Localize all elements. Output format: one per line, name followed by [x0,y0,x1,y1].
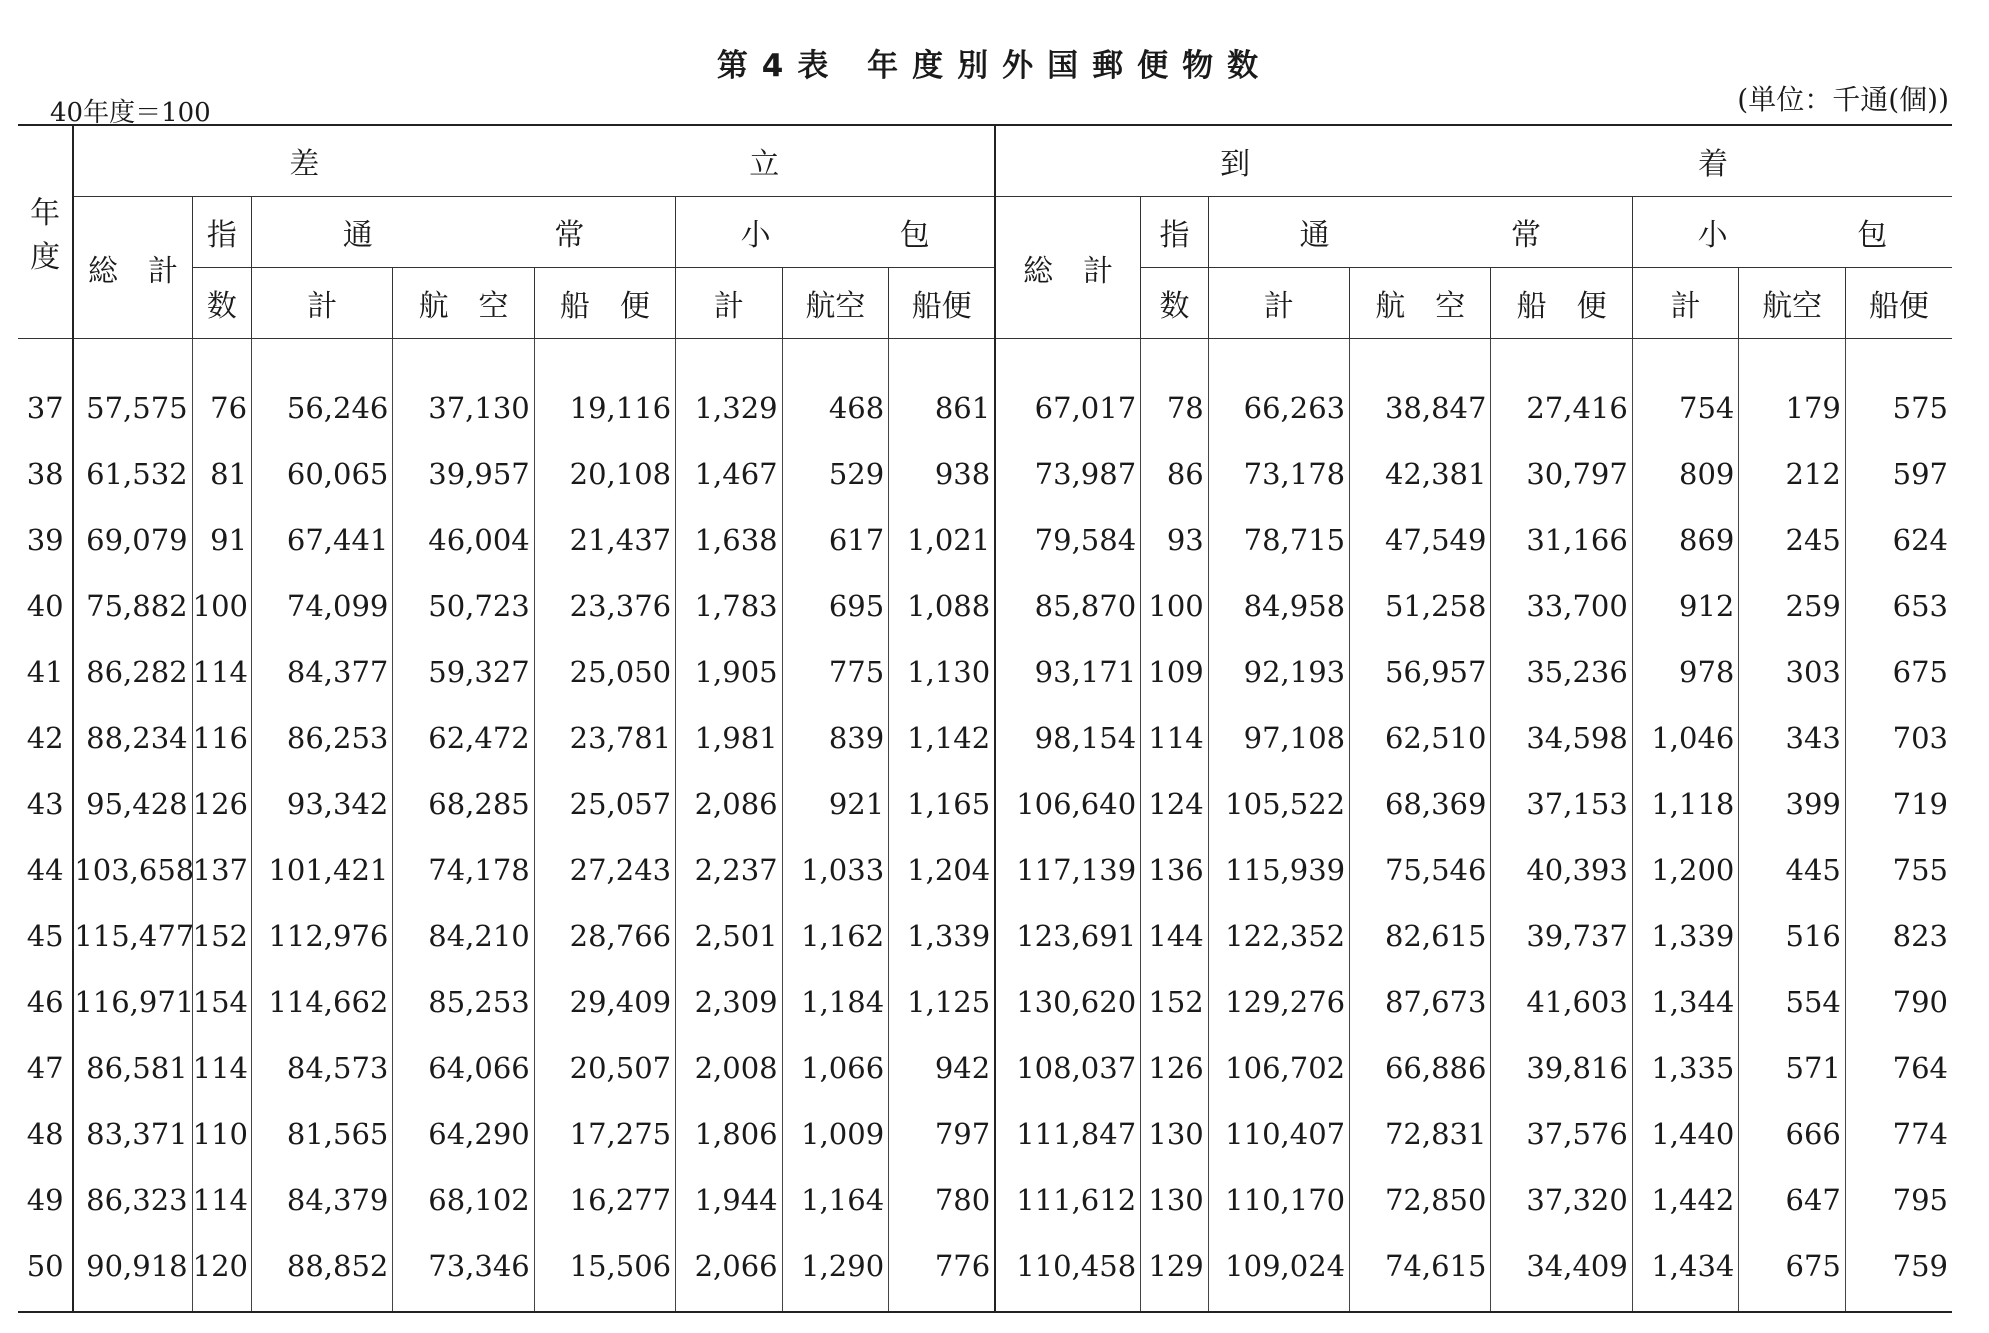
cell-a-ord-air: 66,886 [1350,1035,1491,1101]
cell-d-ord-ship: 23,376 [534,573,675,639]
cell-a-par-sum: 1,339 [1632,903,1739,969]
cell-a-par-sum: 1,442 [1632,1167,1739,1233]
cell-year: 43 [26,787,64,821]
header-arrival-ordinary-char1: 通 [1299,218,1330,253]
cell-a-total: 106,640 [995,771,1140,837]
cell-a-total: 85,870 [995,573,1140,639]
cell-d-par-ship: 1,021 [889,507,996,573]
cell-year: 39 [26,523,64,557]
header-dispatch-char2: 立 [749,147,780,182]
cell-a-ord-ship: 34,598 [1491,705,1632,771]
cell-a-par-sum: 978 [1632,639,1739,705]
cell-year: 45 [26,919,64,953]
cell-a-ord-air: 72,850 [1350,1167,1491,1233]
cell-a-ord-sum: 92,193 [1208,639,1349,705]
cell-d-par-sum: 2,066 [676,1233,783,1312]
cell-d-par-sum: 2,008 [676,1035,783,1101]
cell-a-index: 93 [1141,507,1209,573]
cell-a-ord-air: 56,957 [1350,639,1491,705]
cell-d-ord-sum: 84,573 [252,1035,393,1101]
cell-year: 37 [26,391,64,425]
cell-a-par-air: 303 [1739,639,1846,705]
header-dispatch-ordinary-sum: 計 [252,268,393,339]
cell-d-index: 114 [192,1035,251,1101]
cell-d-par-sum: 2,501 [676,903,783,969]
cell-a-ord-air: 38,847 [1350,339,1491,442]
header-arrival-parcel-char2: 包 [1857,218,1888,253]
cell-a-ord-sum: 105,522 [1208,771,1349,837]
cell-d-ord-sum: 101,421 [252,837,393,903]
cell-a-ord-air: 87,673 [1350,969,1491,1035]
cell-d-total: 116,971 [73,969,192,1035]
cell-a-par-air: 666 [1739,1101,1846,1167]
table-row [18,1101,1952,1167]
cell-a-par-ship: 823 [1845,903,1952,969]
cell-a-par-sum: 1,344 [1632,969,1739,1035]
cell-a-index: 144 [1141,903,1209,969]
cell-a-ord-air: 62,510 [1350,705,1491,771]
cell-a-total: 93,171 [995,639,1140,705]
cell-d-ord-ship: 29,409 [534,969,675,1035]
cell-d-ord-air: 39,957 [393,441,534,507]
header-dispatch-total: 総 計 [73,197,192,339]
cell-a-par-air: 399 [1739,771,1846,837]
table-row [18,507,1952,573]
cell-a-ord-sum: 115,939 [1208,837,1349,903]
table-row [18,339,1952,442]
cell-a-ord-air: 42,381 [1350,441,1491,507]
cell-a-ord-ship: 37,153 [1491,771,1632,837]
cell-d-ord-ship: 20,108 [534,441,675,507]
cell-a-index: 152 [1141,969,1209,1035]
header-arrival [995,125,1952,197]
cell-year: 44 [26,853,64,887]
header-arrival-parcel [1632,197,1952,268]
cell-d-par-air: 695 [782,573,889,639]
cell-a-par-ship: 764 [1845,1035,1952,1101]
cell-a-par-ship: 795 [1845,1167,1952,1233]
cell-a-total: 123,691 [995,903,1140,969]
cell-d-total: 115,477 [73,903,192,969]
cell-d-ord-air: 37,130 [393,339,534,442]
cell-d-total: 86,323 [73,1167,192,1233]
cell-d-index: 120 [192,1233,251,1312]
header-arrival-parcel-sum: 計 [1632,268,1739,339]
header-dispatch-ordinary-char2: 常 [554,218,585,253]
cell-a-total: 108,037 [995,1035,1140,1101]
cell-d-index: 91 [192,507,251,573]
cell-a-ord-ship: 33,700 [1491,573,1632,639]
header-arrival-ordinary [1208,197,1632,268]
cell-a-index: 100 [1141,573,1209,639]
cell-d-par-ship: 1,130 [889,639,996,705]
cell-d-par-sum: 1,467 [676,441,783,507]
cell-d-index: 152 [192,903,251,969]
cell-year: 46 [26,985,64,1019]
header-dispatch-ordinary [252,197,676,268]
cell-d-ord-ship: 16,277 [534,1167,675,1233]
cell-year: 41 [26,655,64,689]
cell-d-par-air: 839 [782,705,889,771]
cell-d-par-ship: 780 [889,1167,996,1233]
cell-d-ord-air: 85,253 [393,969,534,1035]
cell-d-par-sum: 2,086 [676,771,783,837]
cell-d-index: 81 [192,441,251,507]
cell-a-par-sum: 1,434 [1632,1233,1739,1312]
table-row [18,705,1952,771]
table-row [18,1167,1952,1233]
cell-d-index: 114 [192,1167,251,1233]
header-dispatch-parcel [676,197,996,268]
cell-a-par-sum: 1,046 [1632,705,1739,771]
cell-d-par-air: 1,164 [782,1167,889,1233]
cell-d-ord-air: 84,210 [393,903,534,969]
cell-d-ord-ship: 25,050 [534,639,675,705]
cell-a-ord-sum: 122,352 [1208,903,1349,969]
cell-a-ord-ship: 39,737 [1491,903,1632,969]
cell-d-ord-sum: 93,342 [252,771,393,837]
cell-a-ord-ship: 40,393 [1491,837,1632,903]
cell-d-total: 86,282 [73,639,192,705]
cell-a-par-ship: 597 [1845,441,1952,507]
cell-d-ord-sum: 84,377 [252,639,393,705]
cell-d-ord-air: 46,004 [393,507,534,573]
cell-d-par-sum: 1,944 [676,1167,783,1233]
cell-year: 50 [26,1249,64,1283]
cell-a-index: 124 [1141,771,1209,837]
cell-a-total: 98,154 [995,705,1140,771]
cell-a-par-sum: 869 [1632,507,1739,573]
cell-d-index: 114 [192,639,251,705]
cell-year: 38 [26,457,64,491]
cell-d-par-ship: 938 [889,441,996,507]
cell-d-index: 100 [192,573,251,639]
cell-d-par-sum: 1,905 [676,639,783,705]
cell-d-ord-ship: 17,275 [534,1101,675,1167]
header-arrival-parcel-air: 航空 [1739,268,1846,339]
cell-a-par-air: 571 [1739,1035,1846,1101]
cell-a-total: 111,612 [995,1167,1140,1233]
cell-d-index: 137 [192,837,251,903]
cell-d-par-sum: 1,783 [676,573,783,639]
cell-a-ord-ship: 37,320 [1491,1167,1632,1233]
cell-d-ord-air: 73,346 [393,1233,534,1312]
table-row [18,903,1952,969]
cell-d-ord-ship: 19,116 [534,339,675,442]
cell-d-ord-sum: 86,253 [252,705,393,771]
cell-d-ord-ship: 25,057 [534,771,675,837]
header-dispatch-parcel-air: 航空 [782,268,889,339]
cell-a-ord-ship: 41,603 [1491,969,1632,1035]
cell-d-par-ship: 1,204 [889,837,996,903]
cell-a-ord-air: 47,549 [1350,507,1491,573]
header-arrival-ordinary-ship: 船 便 [1491,268,1632,339]
cell-d-index: 76 [192,339,251,442]
cell-a-par-ship: 774 [1845,1101,1952,1167]
cell-d-par-ship: 861 [889,339,996,442]
cell-d-total: 86,581 [73,1035,192,1101]
cell-d-par-air: 1,033 [782,837,889,903]
cell-d-par-sum: 1,806 [676,1101,783,1167]
cell-d-ord-sum: 67,441 [252,507,393,573]
cell-d-par-ship: 942 [889,1035,996,1101]
cell-d-total: 75,882 [73,573,192,639]
cell-a-total: 111,847 [995,1101,1140,1167]
header-arrival-ordinary-char2: 常 [1511,218,1542,253]
cell-d-ord-air: 64,290 [393,1101,534,1167]
cell-a-ord-ship: 31,166 [1491,507,1632,573]
cell-a-par-ship: 755 [1845,837,1952,903]
cell-a-ord-ship: 39,816 [1491,1035,1632,1101]
header-arrival-parcel-char1: 小 [1697,218,1728,253]
cell-d-par-air: 1,162 [782,903,889,969]
cell-a-ord-sum: 73,178 [1208,441,1349,507]
cell-d-ord-air: 74,178 [393,837,534,903]
cell-d-total: 61,532 [73,441,192,507]
cell-a-par-ship: 790 [1845,969,1952,1035]
cell-d-par-sum: 1,638 [676,507,783,573]
cell-a-index: 129 [1141,1233,1209,1312]
header-dispatch-parcel-ship: 船便 [889,268,996,339]
cell-a-par-air: 554 [1739,969,1846,1035]
cell-a-ord-ship: 34,409 [1491,1233,1632,1312]
cell-a-ord-air: 75,546 [1350,837,1491,903]
cell-a-ord-sum: 106,702 [1208,1035,1349,1101]
cell-d-ord-sum: 74,099 [252,573,393,639]
cell-d-par-air: 921 [782,771,889,837]
cell-d-par-air: 529 [782,441,889,507]
header-dispatch-parcel-sum: 計 [676,268,783,339]
cell-year: 49 [26,1183,64,1217]
cell-d-ord-ship: 15,506 [534,1233,675,1312]
cell-a-par-ship: 675 [1845,639,1952,705]
cell-a-par-air: 516 [1739,903,1846,969]
cell-d-ord-sum: 84,379 [252,1167,393,1233]
cell-d-par-ship: 1,088 [889,573,996,639]
header-arrival-ordinary-sum: 計 [1208,268,1349,339]
table-row [18,441,1952,507]
cell-a-par-sum: 1,200 [1632,837,1739,903]
cell-a-par-ship: 703 [1845,705,1952,771]
cell-a-index: 130 [1141,1101,1209,1167]
cell-a-index: 130 [1141,1167,1209,1233]
header-arrival-parcel-ship: 船便 [1845,268,1952,339]
cell-d-ord-ship: 28,766 [534,903,675,969]
cell-d-par-ship: 1,142 [889,705,996,771]
cell-a-par-ship: 653 [1845,573,1952,639]
header-dispatch-parcel-char2: 包 [899,218,930,253]
cell-d-ord-air: 68,285 [393,771,534,837]
cell-d-ord-air: 50,723 [393,573,534,639]
header-arrival-index-b: 数 [1141,268,1209,339]
cell-a-total: 79,584 [995,507,1140,573]
cell-d-par-ship: 797 [889,1101,996,1167]
cell-d-total: 95,428 [73,771,192,837]
cell-a-index: 109 [1141,639,1209,705]
cell-a-ord-air: 72,831 [1350,1101,1491,1167]
unit-note: (単位：千通(個)) [1737,83,1949,116]
cell-d-ord-sum: 60,065 [252,441,393,507]
cell-year: 48 [26,1117,64,1151]
cell-d-index: 116 [192,705,251,771]
cell-a-ord-ship: 37,576 [1491,1101,1632,1167]
cell-d-par-sum: 2,309 [676,969,783,1035]
header-year: 年度 [18,125,73,339]
header-dispatch-parcel-char1: 小 [740,218,771,253]
cell-d-ord-sum: 112,976 [252,903,393,969]
cell-d-index: 154 [192,969,251,1035]
header-arrival-index-a: 指 [1141,197,1209,268]
cell-a-par-air: 179 [1739,339,1846,442]
cell-a-ord-sum: 110,170 [1208,1167,1349,1233]
cell-d-ord-sum: 88,852 [252,1233,393,1312]
cell-a-par-ship: 759 [1845,1233,1952,1312]
cell-d-total: 103,658 [73,837,192,903]
cell-a-par-sum: 1,335 [1632,1035,1739,1101]
header-dispatch [73,125,995,197]
cell-a-par-ship: 624 [1845,507,1952,573]
cell-year: 40 [26,589,64,623]
cell-a-par-ship: 575 [1845,339,1952,442]
header-dispatch-index-b: 数 [192,268,251,339]
cell-d-total: 88,234 [73,705,192,771]
cell-a-total: 67,017 [995,339,1140,442]
cell-a-ord-sum: 66,263 [1208,339,1349,442]
cell-a-par-air: 675 [1739,1233,1846,1312]
table-row [18,1233,1952,1312]
cell-d-par-air: 617 [782,507,889,573]
cell-d-ord-sum: 114,662 [252,969,393,1035]
mail-volume-table [18,124,1952,1313]
cell-a-par-sum: 912 [1632,573,1739,639]
cell-a-par-sum: 1,440 [1632,1101,1739,1167]
header-arrival-ordinary-air: 航 空 [1350,268,1491,339]
cell-d-index: 110 [192,1101,251,1167]
cell-a-total: 130,620 [995,969,1140,1035]
header-dispatch-ordinary-ship: 船 便 [534,268,675,339]
cell-a-ord-sum: 109,024 [1208,1233,1349,1312]
cell-d-par-air: 1,009 [782,1101,889,1167]
cell-d-ord-sum: 56,246 [252,339,393,442]
cell-a-index: 114 [1141,705,1209,771]
cell-d-ord-ship: 27,243 [534,837,675,903]
cell-a-index: 136 [1141,837,1209,903]
cell-d-par-sum: 2,237 [676,837,783,903]
cell-d-ord-air: 68,102 [393,1167,534,1233]
table-row [18,573,1952,639]
cell-a-par-air: 445 [1739,837,1846,903]
header-arrival-char1: 到 [1220,147,1251,182]
cell-d-total: 57,575 [73,339,192,442]
page-title: 第4表 年度別外国郵便物数 [716,48,1273,84]
cell-a-index: 126 [1141,1035,1209,1101]
cell-d-ord-sum: 81,565 [252,1101,393,1167]
cell-a-par-air: 259 [1739,573,1846,639]
cell-a-ord-air: 82,615 [1350,903,1491,969]
cell-a-ord-sum: 129,276 [1208,969,1349,1035]
cell-a-par-air: 343 [1739,705,1846,771]
cell-a-par-sum: 1,118 [1632,771,1739,837]
header-dispatch-ordinary-air: 航 空 [393,268,534,339]
cell-a-total: 110,458 [995,1233,1140,1312]
cell-d-total: 83,371 [73,1101,192,1167]
cell-d-par-air: 775 [782,639,889,705]
header-arrival-total: 総 計 [995,197,1140,339]
header-dispatch-char1: 差 [289,147,320,182]
table-row [18,969,1952,1035]
cell-a-total: 73,987 [995,441,1140,507]
cell-d-par-air: 1,290 [782,1233,889,1312]
cell-d-par-ship: 1,339 [889,903,996,969]
cell-a-par-sum: 809 [1632,441,1739,507]
cell-a-ord-ship: 30,797 [1491,441,1632,507]
cell-a-par-ship: 719 [1845,771,1952,837]
header-arrival-char2: 着 [1698,147,1729,182]
cell-d-par-sum: 1,329 [676,339,783,442]
cell-d-ord-air: 64,066 [393,1035,534,1101]
cell-d-par-air: 468 [782,339,889,442]
cell-d-par-air: 1,066 [782,1035,889,1101]
header-dispatch-index-a: 指 [192,197,251,268]
cell-d-par-ship: 1,165 [889,771,996,837]
table-row [18,1035,1952,1101]
table-body [18,339,1952,1313]
table-row [18,639,1952,705]
cell-d-ord-air: 62,472 [393,705,534,771]
cell-d-ord-ship: 23,781 [534,705,675,771]
cell-year: 47 [26,1051,64,1085]
cell-d-total: 69,079 [73,507,192,573]
cell-d-index: 126 [192,771,251,837]
cell-d-ord-ship: 20,507 [534,1035,675,1101]
cell-a-ord-sum: 78,715 [1208,507,1349,573]
cell-a-ord-air: 74,615 [1350,1233,1491,1312]
cell-year: 42 [26,721,64,755]
cell-a-ord-air: 51,258 [1350,573,1491,639]
cell-a-ord-air: 68,369 [1350,771,1491,837]
cell-d-par-ship: 776 [889,1233,996,1312]
cell-a-par-sum: 754 [1632,339,1739,442]
cell-a-ord-ship: 35,236 [1491,639,1632,705]
cell-d-par-air: 1,184 [782,969,889,1035]
cell-a-par-air: 212 [1739,441,1846,507]
cell-a-ord-sum: 110,407 [1208,1101,1349,1167]
cell-a-ord-ship: 27,416 [1491,339,1632,442]
cell-a-ord-sum: 97,108 [1208,705,1349,771]
cell-a-total: 117,139 [995,837,1140,903]
index-basis-note: 40年度＝100 [50,98,211,128]
cell-a-index: 86 [1141,441,1209,507]
cell-a-ord-sum: 84,958 [1208,573,1349,639]
cell-a-par-air: 245 [1739,507,1846,573]
table-row [18,837,1952,903]
cell-a-par-air: 647 [1739,1167,1846,1233]
cell-a-index: 78 [1141,339,1209,442]
cell-d-ord-ship: 21,437 [534,507,675,573]
cell-d-total: 90,918 [73,1233,192,1312]
header-dispatch-ordinary-char1: 通 [342,218,373,253]
cell-d-ord-air: 59,327 [393,639,534,705]
cell-d-par-ship: 1,125 [889,969,996,1035]
cell-d-par-sum: 1,981 [676,705,783,771]
table-row [18,771,1952,837]
